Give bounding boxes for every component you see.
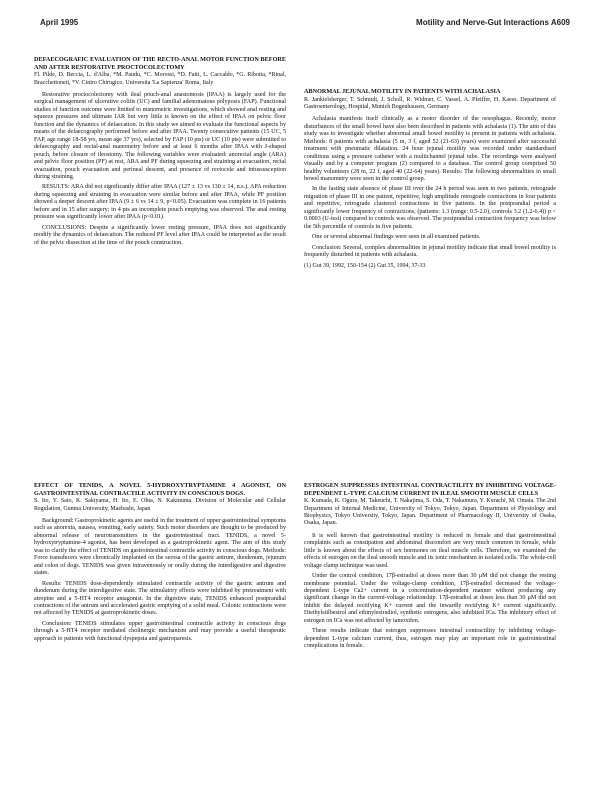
abstract-tenids (34, 482, 286, 782)
abstract-body (34, 92, 286, 247)
abstract-title: EFFECT OF TENIDS, A NOVEL 5-HYDROXYTRYPTAMINE 4 AGONIST, ON GASTROINTESTINAL CONTRACTILE ACTIVITY IN CONSCIOUS DOGS. (34, 482, 286, 497)
abstract-body (34, 518, 286, 643)
abstract-estrogen (304, 482, 556, 782)
abstract-references: (1) Gut 39, 1992, 150-154 (2) Gut 35, 1994, 37-33 (304, 262, 426, 269)
abstract-paragraph: It is well known that gastrointestinal motility is reduced in female and that gastrointestinal complaints such as constipation and abdominal discomfort are very much common in female, while little is known about the effects of sex hormones on ileal muscle cells. Therefore, we examined the effects of estrogen on the ileal smooth muscle and its ionic mechanism in isolated cells. The whole-cell voltage clamp technique was used. (304, 532, 556, 569)
running-header-date: April 1995 (40, 18, 79, 27)
abstract-paragraph: Results: TENIDS dose-dependently stimulated contractile activity of the gastric antrum and duodenum during the interdigestive state. The stimulatory effects were inhibited by pretreatment with atropine and a 5-HT4 receptor antagonist. In the digestive state, TENIDS enhanced postprandial contractions of the antrum and accelerated gastric emptying of a solid meal. Colonic contractions were not affected by TENIDS at gastroprokinetic doses. (34, 580, 286, 617)
abstract-authors: R. Jankielsherger, T. Schmidt, J. Scholl, R. Widmer, C. Vassel, A. Pfeiffer, H. Kaess. Department of Gastroenterology, Hospital, Munich Bogenhausen, Germany (304, 96, 556, 110)
abstract-paragraph: Background: Gastroprokinetic agents are useful in the treatment of upper gastrointestinal symptoms such as anorexia, nausea, vomiting, early satiety. Such motor disorders are thought to be produced by abnormal release of neurotransmitters in the gastrointestinal tract. TENIDS, a novel 5-hydroxytryptamine-4 agonist, has been developed as a gastroprokinetic agent. The aim of this study was to clarify the effect of TENIDS on gastrointestinal contractile activity in conscious dogs. Methods: Force transducers were chronically implanted on the serosa of the gastric antrum, duodenum, jejunum and colon of dogs. TENIDS was given intravenously or orally during the interdigestive and digestive states. (34, 518, 286, 577)
abstract-paragraph: In the fasting state absence of phase III over the 24 h period was seen in two patients, retrograde migration of phase III in one patient, repetitive, high amplitude retrograde contractions in four patients and repetitive, retrograde clustered contractions in five patients. In the postprandial period a significantly lower frequency of contractions, (patients: 1.3 (range: 0.5-2.0), controls 3.2 (1.2-6.4)) p < 0.0003 (U-test) compared to controls was observed. The postprandial contraction frequency was below the 5th percentile of controls in five patients. (304, 186, 556, 230)
abstract-paragraph: Conclusion: TENIDS stimulates upper gastrointestinal contractile activity in conscious dogs through a 5-HT4 receptor mediated cholinergic mechanism and may provide a useful therapeutic approach to patients with functional dyspepsia and gastroparesis. (34, 620, 286, 642)
abstract-paragraph: Achalasia manifests itself clinically as a motor disorder of the oesophagus. Recently, motor disturbances of the small bowel have also been described in patients with achalasia (1). The aim of this study was to investigate whether abnormal small bowel motility is present in patients with achalasia. Methods: 8 patients with achalasia (5 m, 3 f, aged 52 (21-63) years) were examined after successful treatment with pneumatic dilatation. 24 hour jejunal motility was recorded under standardised conditions using a pressure catheter with a multichannel jejunal tube. The recordings were analysed visually and by a computer program (2) compared to a database. The control group comprised 50 healthy volunteers (28 m, 22 f, aged 40 (22-64) years). Results: The following abnormalities in small bowel manometry were seen in the control group. (304, 116, 556, 183)
abstract-paragraph: Under the control condition, 17β-estradiol at doses more than 30 μM did not change the resting membrane potential. Under the voltage-clamp condition, 17β-estradiol decreased the voltage-dependent L-type Ca2+ current in a concentration-dependent manner without producing any significant change in the current-voltage relationship. 17β-estradiol at doses less than 30 μM did not inhibit the delayed rectifying K+ current and the inwardly rectifying K+ current significantly. Diethylstilbestrol and ethinylestradiol, synthetic estrogens, also inhibited ICa. The inhibitory effect of estrogen on ICa was not affected by tamoxifen. (304, 573, 556, 624)
abstract-title: ESTROGEN SUPPRESSES INTESTINAL CONTRACTILITY BY INHIBITING VOLTAGE-DEPENDENT L-TYPE CALCIUM CURRENT IN ILEAL SMOOTH MUSCLE CELLS (304, 482, 556, 497)
abstract-paragraph: Restorative proctocolectomy with ileal pouch-anal anastomosis (IPAA) is largely used for the surgical management of ulcerative colitis (UC) and familial adenomatous polyposis (FAP). Functional studies of function outcome were limited to manometric investigations, which showed anal resting and squeeze pressures and ultimate IAR but very little is known on the effect of IPAA on pelvic floor function and the dynamics of defaecation. In this study we aimed to evaluate the functional aspects by means of the defaecography performed before and after IPAA. Twenty consecutive patients (15 UC, 5 FAP, age range 18-58 yrs, mean age 37 yrs), selected by FAP (10 pts) or UC (10 pts) were submitted to defaecography and rectal-anal manometry before and at least 6 months after IPAA with J-shaped pouch, before closure of ileostomy. The following variables were evaluated: anorectal angle (ARA) and pelvic floor position (PF) at rest, ARA and PF during squeezing and straining at evacuation, rectal evacuation, pouch evacuation and perineal descent, and presence of rectocele and intussusception during straining. (34, 92, 286, 180)
abstract-title: DEFAECOGRAFIC EVALUATION OF THE RECTO-ANAL MOTOR FUNCTION BEFORE AND AFTER RESTORATIVE PROCTOCOLECTOMY (34, 56, 286, 71)
abstract-jejunal-motility (304, 88, 556, 468)
abstract-paragraph: These results indicate that estrogen suppresses intestinal contractility by inhibiting voltage-dependent L-type calcium current, thus, estrogen may play an important role in gastrointestinal complications in female. (304, 628, 556, 650)
abstract-paragraph: CONCLUSIONS: Despite a significantly lower resting pressure, IPAA does not significantly modify the dynamics of defaecation. The reduced PF level after IPAA could be interpreted as the result of the pelvic dissection at the time of the pouch construction. (34, 224, 286, 246)
abstract-paragraph: One or several abnormal findings were seen in all examined patients. (312, 234, 481, 241)
abstract-authors: K. Kumada, K. Ogura, M. Takeuchi, T. Nakajima, S. Oda, T. Nakamura, Y. Kurachi, M. Omata. The 2nd Department of Internal Medicine, University of Tokyo, Tokyo, Japan. Department of Physiology and Biophysics, Tokyo University, Tokyo, Japan. Department of Pharmacology II, University of Osaka, Osaka, Japan. (304, 498, 556, 527)
running-header-section: Motility and Nerve-Gut Interactions A609 (416, 18, 570, 27)
abstract-authors: Fl. Pilde, D. Beccia, L. d'Alba, *M. Paudu, *C. Morossi, *D. Fatti, L. Caccaldo, *G. Ribotta, *Rinal, Bracchettoneti, *V. Ciniro Chirugico. Universita 'La Sapienza' Roma, Italy (34, 72, 286, 86)
abstract-paragraph: Conclusion: Several, complex abnormalities in jejunal motility indicate that small bowel motility is frequently disturbed in patients with achalasia. (304, 244, 556, 259)
abstract-body (304, 116, 556, 259)
abstract-title: ABNORMAL JEJUNAL MOTILITY IN PATIENTS WITH ACHALASIA (304, 88, 501, 95)
abstract-paragraph: RESULTS: ARA did not significantly differ after IPAA (127 ± 13 vs 130 ± 14, n.s.). APA reduction during squeezing and straining in evacuation were similar before and after IPAA, while PF position showed a deeper descent after IPAA (9 ± 6 vs 14 ± 9, p<0.05). Evacuation was complete in 16 patients before and in 15 after surgery; in 4 pts an incomplete pouch emptying was observed. The anal resting pressure was significantly lower after IPAA (p<0.01). (34, 184, 286, 221)
abstract-body (304, 533, 556, 651)
abstract-authors: S. Ito, Y. Sato, K. Sakiyama, H. Ito, E. Ohta, N. Kakinuma. Division of Molecular and Cellular Regulation, Gunma University, Maebashi, Japan (34, 498, 286, 512)
abstract-defaecographic (34, 56, 286, 466)
